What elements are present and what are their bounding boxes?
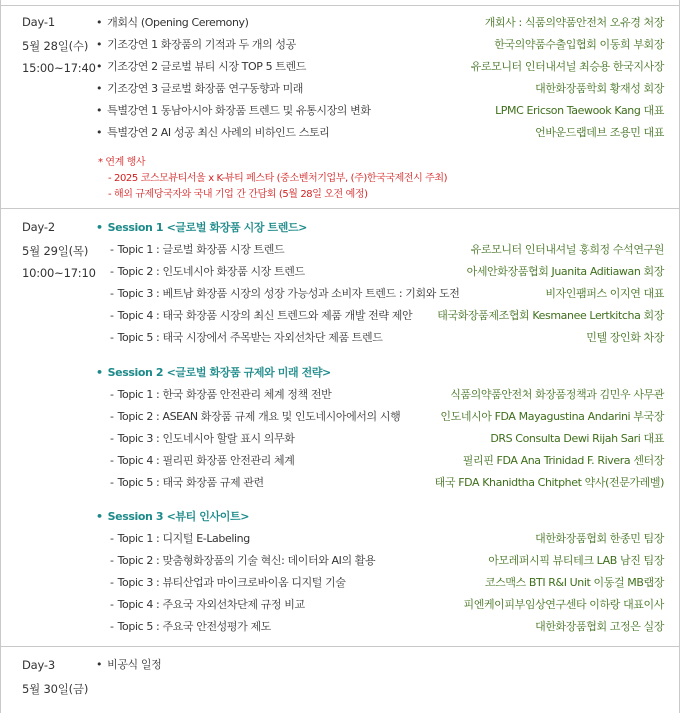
item-title: 기조강연 1 화장품의 기적과 두 개의 성공	[107, 38, 296, 51]
note-item: - 해외 규제당국자와 국내 기업 간 간담회 (5월 28일 오전 예정)	[108, 189, 368, 200]
day2-divider	[0, 646, 680, 647]
topic-title: Topic 5 : 태국 시장에서 주목받는 자외선차단 제품 트렌드	[117, 331, 383, 344]
day1-item: • 기조강연 2 글로벌 뷰티 시장 TOP 5 트렌드 유로모니터 인터내셔널 최승용 한국지사장	[96, 58, 670, 76]
session-2-title: Session 2 <글로벌 화장품 규제와 미래 전략>	[107, 366, 331, 379]
session-title: • Session 2 <글로벌 화장품 규제와 미래 전략>	[96, 366, 331, 379]
day1-date: 5월 28일(수)	[22, 39, 89, 53]
day3-date: 5월 30일(금)	[22, 682, 89, 696]
topic-title: Topic 3 : 인도네시아 할랄 표시 의무화	[117, 432, 295, 445]
day1-label: Day-1	[22, 15, 55, 29]
topic-speaker: 태국화장품제조협회 Kesmanee Lertkitcha 회장	[437, 309, 664, 322]
item-speaker: 개회사 : 식품의약품안전처 오유경 처장	[484, 16, 664, 29]
topic-title: Topic 3 : 베트남 화장품 시장의 성장 가능성과 소비자 트렌드 : 기회와 도전	[117, 287, 460, 300]
topic-row: - Topic 2 : ASEAN 화장품 규제 개요 및 인도네시아에서의 시행 인도네시아 FDA Mayagustina Andarini 부국장	[96, 408, 670, 426]
topic-row: - Topic 2 : 맞춤형화장품의 기술 혁신: 데이터와 AI의 활용 아모레퍼시픽 뷰티테크 LAB 남진 팀장	[96, 552, 670, 570]
day3-item: • 비공식 일정	[96, 658, 162, 671]
item-title: 특별강연 1 동남아시아 화장품 트렌드 및 유통시장의 변화	[107, 104, 371, 117]
topic-title: Topic 1 : 디지털 E-Labeling	[117, 532, 250, 545]
item-title: 개회식 (Opening Ceremony)	[107, 16, 249, 29]
topic-row: - Topic 3 : 베트남 화장품 시장의 성장 가능성과 소비자 트렌드 : 기회와 도전 비자인팸퍼스 이지연 대표	[96, 285, 670, 303]
note-title: * 연계 행사	[98, 157, 146, 168]
topic-title: Topic 4 : 주요국 자외선차단제 규정 비교	[117, 598, 305, 611]
topic-speaker: DRS Consulta Dewi Rijah Sari 대표	[490, 432, 664, 445]
topic-title: Topic 2 : 인도네시아 화장품 시장 트렌드	[117, 265, 305, 278]
day1-divider	[0, 208, 680, 209]
topic-speaker: 필리핀 FDA Ana Trinidad F. Rivera 센터장	[462, 454, 664, 467]
day1-time: 15:00~17:40	[22, 61, 96, 75]
topic-speaker: 대한화장품협회 한종민 팀장	[535, 532, 664, 545]
day1-item: • 기조강연 3 글로벌 화장품 연구동향과 미래 대한화장품학회 황재성 회장	[96, 80, 670, 98]
left-border	[0, 0, 1, 713]
top-border	[0, 5, 680, 6]
topic-speaker: 아모레퍼시픽 뷰티테크 LAB 남진 팀장	[488, 554, 664, 567]
topic-title: Topic 2 : ASEAN 화장품 규제 개요 및 인도네시아에서의 시행	[117, 410, 401, 423]
topic-speaker: 비자인팸퍼스 이지연 대표	[545, 287, 664, 300]
session-title: • Session 1 <글로벌 화장품 시장 트렌드>	[96, 221, 307, 234]
topic-speaker: 민텔 장인화 차장	[586, 331, 664, 344]
topic-title: Topic 1 : 글로벌 화장품 시장 트렌드	[117, 243, 285, 256]
topic-title: Topic 4 : 필리핀 화장품 안전관리 체계	[117, 454, 295, 467]
item-title: 기조강연 2 글로벌 뷰티 시장 TOP 5 트렌드	[107, 60, 306, 73]
topic-title: Topic 5 : 태국 화장품 규제 관련	[117, 476, 264, 489]
day1-item: • 개회식 (Opening Ceremony) 개회사 : 식품의약품안전처 오유경 처장	[96, 14, 670, 32]
topic-row: - Topic 4 : 필리핀 화장품 안전관리 체계 필리핀 FDA Ana Trinidad F. Rivera 센터장	[96, 452, 670, 470]
session-1-title: Session 1 <글로벌 화장품 시장 트렌드>	[107, 221, 307, 234]
topic-row: - Topic 5 : 태국 시장에서 주목받는 자외선차단 제품 트렌드 민텔 장인화 차장	[96, 329, 670, 347]
topic-speaker: 피엔케이피부임상연구센타 이하랑 대표이사	[463, 598, 664, 611]
topic-speaker: 아세안화장품협회 Juanita Aditiawan 회장	[466, 265, 664, 278]
day1-item: • 특별강연 1 동남아시아 화장품 트렌드 및 유통시장의 변화 LPMC Ericson Taewook Kang 대표	[96, 102, 670, 120]
item-speaker: 언바운드랩데브 조용민 대표	[535, 126, 664, 139]
topic-row: - Topic 1 : 디지털 E-Labeling 대한화장품협회 한종민 팀장	[96, 530, 670, 548]
day1-item: • 기조강연 1 화장품의 기적과 두 개의 성공 한국의약품수출입협회 이동희 부회장	[96, 36, 670, 54]
topic-speaker: 유로모니터 인터내셔널 홍희정 수석연구원	[470, 243, 664, 256]
topic-title: Topic 4 : 태국 화장품 시장의 최신 트렌드와 제품 개발 전략 제안	[117, 309, 413, 322]
note-item: - 2025 코스모뷰티서울 x K-뷰티 페스타 (중소벤처기업부, (주)한국국제전시 주최)	[108, 173, 448, 184]
item-title: 기조강연 3 글로벌 화장품 연구동향과 미래	[107, 82, 304, 95]
topic-title: Topic 3 : 뷰티산업과 마이크로바이옴 디지털 기술	[117, 576, 346, 589]
session-title: • Session 3 <뷰티 인사이트>	[96, 510, 250, 523]
topic-row: - Topic 4 : 태국 화장품 시장의 최신 트렌드와 제품 개발 전략 제안 태국화장품제조협회 Kesmanee Lertkitcha 회장	[96, 307, 670, 325]
item-speaker: 유로모니터 인터내셔널 최승용 한국지사장	[470, 60, 664, 73]
item-speaker: LPMC Ericson Taewook Kang 대표	[495, 104, 664, 117]
item-title: 비공식 일정	[107, 658, 162, 671]
day2-time: 10:00~17:10	[22, 266, 96, 280]
topic-row: - Topic 3 : 뷰티산업과 마이크로바이옴 디지털 기술 코스맥스 BTI R&I Unit 이동걸 MB랩장	[96, 574, 670, 592]
topic-row: - Topic 1 : 글로벌 화장품 시장 트렌드 유로모니터 인터내셔널 홍희정 수석연구원	[96, 241, 670, 259]
topic-title: Topic 5 : 주요국 안전성평가 제도	[117, 620, 271, 633]
item-title: 특별강연 2 AI 성공 최신 사례의 비하인드 스토리	[107, 126, 330, 139]
day2-label: Day-2	[22, 220, 55, 234]
day2-date: 5월 29일(목)	[22, 244, 89, 258]
topic-speaker: 식품의약품안전처 화장품정책과 김민우 사무관	[450, 388, 664, 401]
topic-row: - Topic 4 : 주요국 자외선차단제 규정 비교 피엔케이피부임상연구센타 이하랑 대표이사	[96, 596, 670, 614]
session-3-title: Session 3 <뷰티 인사이트>	[107, 510, 250, 523]
item-speaker: 대한화장품학회 황재성 회장	[535, 82, 664, 95]
topic-speaker: 코스맥스 BTI R&I Unit 이동걸 MB랩장	[484, 576, 664, 589]
topic-row: - Topic 5 : 태국 화장품 규제 관련 태국 FDA Khanidtha Chitphet 약사(전문가레벨)	[96, 474, 670, 492]
topic-row: - Topic 3 : 인도네시아 할랄 표시 의무화 DRS Consulta Dewi Rijah Sari 대표	[96, 430, 670, 448]
topic-row: - Topic 2 : 인도네시아 화장품 시장 트렌드 아세안화장품협회 Juanita Aditiawan 회장	[96, 263, 670, 281]
day1-item: • 특별강연 2 AI 성공 최신 사례의 비하인드 스토리 언바운드랩데브 조용민 대표	[96, 124, 670, 142]
topic-row: - Topic 1 : 한국 화장품 안전관리 체계 정책 전반 식품의약품안전처 화장품정책과 김민우 사무관	[96, 386, 670, 404]
topic-speaker: 인도네시아 FDA Mayagustina Andarini 부국장	[440, 410, 664, 423]
topic-speaker: 대한화장품협회 고정은 실장	[535, 620, 664, 633]
item-speaker: 한국의약품수출입협회 이동희 부회장	[494, 38, 664, 51]
topic-title: Topic 2 : 맞춤형화장품의 기술 혁신: 데이터와 AI의 활용	[117, 554, 376, 567]
topic-title: Topic 1 : 한국 화장품 안전관리 체계 정책 전반	[117, 388, 332, 401]
day3-label: Day-3	[22, 658, 55, 672]
topic-speaker: 태국 FDA Khanidtha Chitphet 약사(전문가레벨)	[434, 476, 664, 489]
topic-row: - Topic 5 : 주요국 안전성평가 제도 대한화장품협회 고정은 실장	[96, 618, 670, 636]
